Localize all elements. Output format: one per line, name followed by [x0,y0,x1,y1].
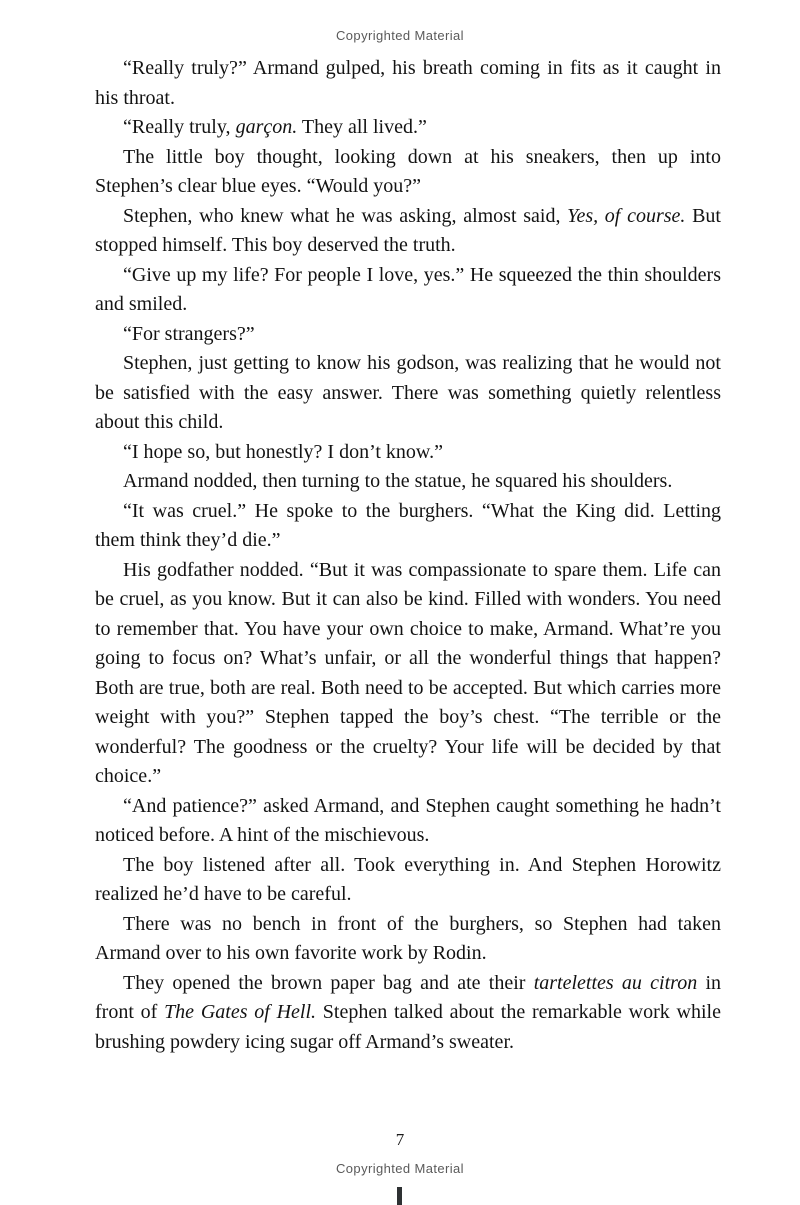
paragraph [95,910,721,969]
page-number: 7 [395,1130,405,1149]
text-run: “Give up my life? For people I love, yes.” He squeezed the thin shoulders and smiled. [95,263,721,315]
italic-text: Yes, of course. [567,204,686,227]
text-run: But stopped himself. This boy deserved the truth. [95,204,721,256]
paragraph [95,320,721,350]
text-run: Armand nodded, then turning to the statue, he squared his shoulders. [123,470,673,492]
copyright-notice-top: Copyrighted Material [336,28,464,43]
text-run: “Really truly?” Armand gulped, his breath coming in fits as it caught in his throat. [95,57,721,109]
paragraph [95,54,721,113]
text-run: Stephen, just getting to know his godson, was realizing that he would not be satisfied with the easy answer. There was something quietly relentless about this child. [95,352,721,433]
text-run: Stephen talked about the remarkable work while brushing powdery icing sugar off Armand’s sweater. [95,1001,721,1053]
italic-text: garçon. [235,116,298,138]
text-run: Stephen, who knew what he was asking, almost said, [123,204,568,227]
copyright-notice-bottom: Copyrighted Material [336,1161,464,1176]
paragraph [95,438,721,468]
text-run: “And patience?” asked Armand, and Stephen caught something he hadn’t noticed before. A hint of the mischievous. [95,794,721,846]
italic-text: tartelettes au citron [533,971,698,994]
text-run: “It was cruel.” He spoke to the burghers. “What the King did. Letting them think they’d die.” [95,499,721,551]
paragraph [95,792,721,851]
paragraph [95,202,721,261]
text-run: “I hope so, but honestly? I don’t know.” [123,440,443,463]
paragraph [95,497,721,556]
text-run: The little boy thought, looking down at his sneakers, then up into Stephen’s clear blue eyes. “Would you?” [95,145,721,197]
text-run: There was no bench in front of the burghers, so Stephen had taken Armand over to his own favorite work by Rodin. [95,912,721,964]
paragraph [95,143,721,202]
paragraph [95,467,721,497]
body-text [95,54,721,1057]
paragraph [95,556,721,792]
text-run: The boy listened after all. Took everything in. And Stephen Horowitz realized he’d have to be careful. [95,853,721,905]
paragraph [95,349,721,438]
paragraph [95,113,721,143]
text-run: They all lived.” [297,116,427,138]
italic-text: The Gates of Hell. [164,1001,316,1023]
text-run: His godfather nodded. “But it was compassionate to spare them. Life can be cruel, as you know. But it can also be kind. Filled with wonders. You need to remember that. You have your own choice to make, Armand. What’re you going to focus on? What’s unfair, or all the wonderful things that happen? Both are true, both are real. Both need to be accepted. But which carries more weight with you?” Stephen tapped the boy’s chest. “The terrible or the wonderful? The goodness or the cruelty? Your life will be decided by that choice.” [95,558,721,787]
paragraph [95,851,721,910]
text-run: “Really truly, [123,116,236,138]
paragraph [95,261,721,320]
text-run: They opened the brown paper bag and ate their [123,971,534,994]
paragraph [95,969,721,1058]
bottom-edge-mark [397,1187,402,1205]
text-run: in front of [95,971,722,1023]
text-run: “For strangers?” [123,322,255,345]
